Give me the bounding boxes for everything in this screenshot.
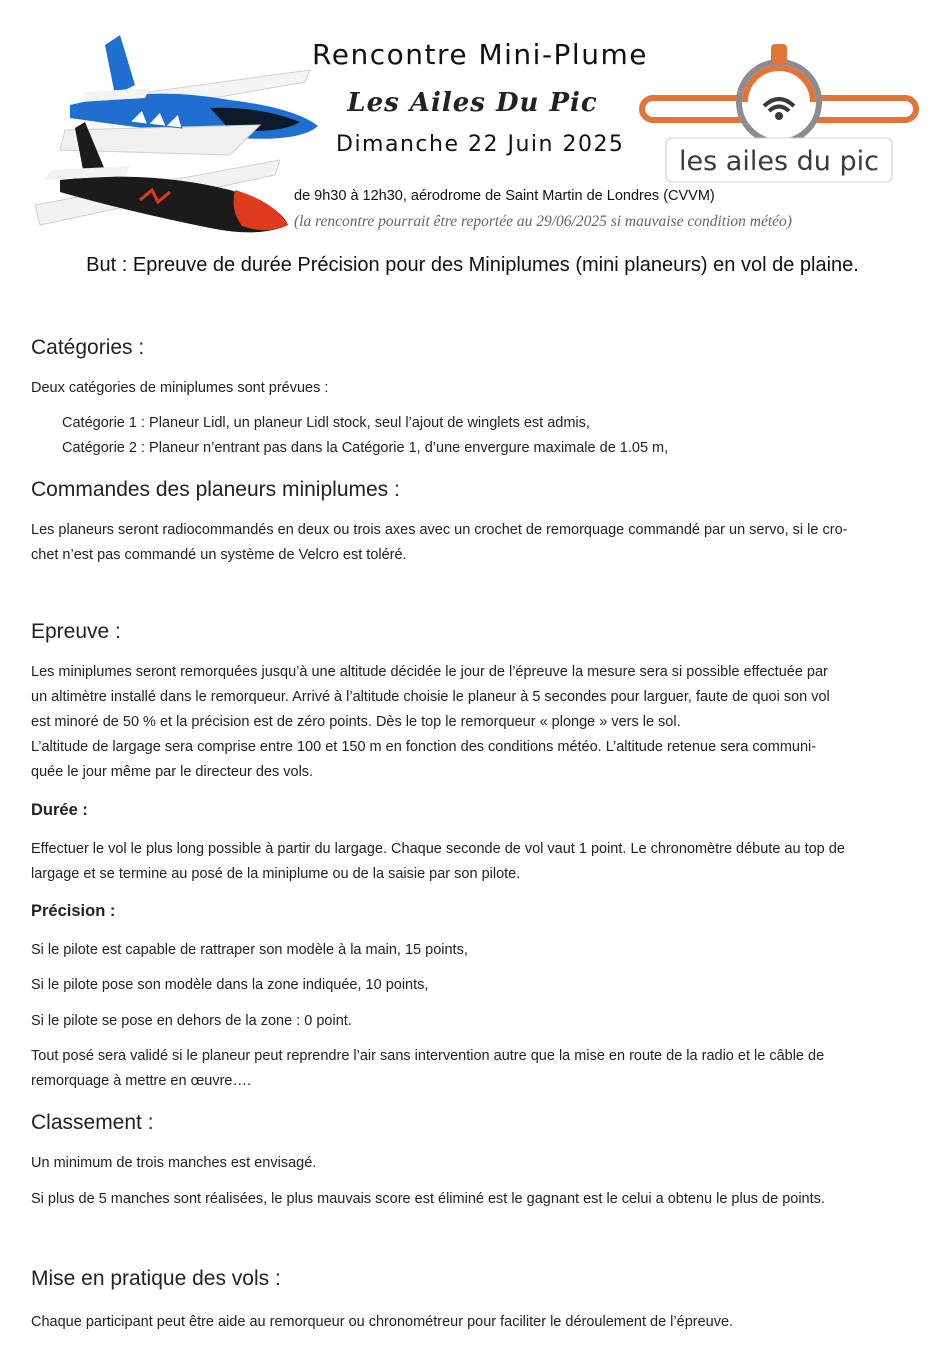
epreuve-line-2: un altimètre installé dans le remorqueur. Arrivé à l’altitude choisie le planeur à 5 secondes pour larguer, faute de quoi son vol xyxy=(31,689,830,705)
club-title: Les Ailes Du Pic xyxy=(347,88,598,118)
logo-text: les ailes du pic xyxy=(679,146,879,177)
classement-line-2: Si plus de 5 manches sont réalisées, le plus mauvais score est éliminé est le gagnant est le celui a obtenu le plus de points. xyxy=(31,1191,825,1207)
event-time-place: de 9h30 à 12h30, aérodrome de Saint Martin de Londres (CVVM) xyxy=(294,188,715,204)
event-date: Dimanche 22 Juin 2025 xyxy=(336,132,625,157)
category-2: Catégorie 2 : Planeur n’entrant pas dans la Catégorie 1, d’une envergure maximale de 1.05 m, xyxy=(62,440,669,456)
epreuve-line-5: quée le jour même par le directeur des vols. xyxy=(31,764,314,780)
epreuve-line-1: Les miniplumes seront remorquées jusqu’à une altitude décidée le jour de l’épreuve la mesure sera si possible effectuée par xyxy=(31,664,828,680)
commandes-line-2: chet n’est pas commandé un système de Velcro est toléré. xyxy=(31,547,407,563)
club-logo xyxy=(638,40,920,188)
duree-line-2: largage et se termine au posé de la miniplume ou de la saisie par son pilote. xyxy=(31,866,521,882)
epreuve-heading: Epreuve : xyxy=(31,620,121,643)
precision-line-1: Si le pilote est capable de rattraper son modèle à la main, 15 points, xyxy=(31,942,468,958)
precision-heading: Précision : xyxy=(31,902,116,920)
classement-line-1: Un minimum de trois manches est envisagé. xyxy=(31,1155,317,1171)
commandes-heading: Commandes des planeurs miniplumes : xyxy=(31,478,400,501)
duree-line-1: Effectuer le vol le plus long possible à partir du largage. Chaque seconde de vol vaut 1 point. Le chronomètre débute au top de xyxy=(31,841,845,857)
precision-line-2: Si le pilote pose son modèle dans la zone indiquée, 10 points, xyxy=(31,977,429,993)
categories-heading: Catégories : xyxy=(31,336,145,359)
categories-intro: Deux catégories de miniplumes sont prévues : xyxy=(31,380,329,396)
epreuve-line-3: est minoré de 50 % et la précision est de zéro points. Dès le top le remorqueur « plonge » vers le sol. xyxy=(31,714,681,730)
event-goal: But : Epreuve de durée Précision pour des Miniplumes (mini planeurs) en vol de plaine. xyxy=(86,254,859,276)
postpone-note: (la rencontre pourrait être reportée au 29/06/2025 si mauvaise condition météo) xyxy=(294,213,792,230)
commandes-line-1: Les planeurs seront radiocommandés en deux ou trois axes avec un crochet de remorquage commandé par un servo, si le cro- xyxy=(31,522,848,538)
precision-line-4: Tout posé sera validé si le planeur peut reprendre l’air sans intervention autre que la mise en route de la radio et le câble de xyxy=(31,1048,825,1064)
category-1: Catégorie 1 : Planeur Lidl, un planeur Lidl stock, seul l’ajout de winglets est admis, xyxy=(62,415,590,431)
epreuve-line-4: L’altitude de largage sera comprise entre 100 et 150 m en fonction des conditions météo. L’altitude retenue sera communi- xyxy=(31,739,817,755)
precision-line-3: Si le pilote se pose en dehors de la zone : 0 point. xyxy=(31,1013,352,1029)
event-title: Rencontre Mini-Plume xyxy=(312,38,648,71)
pratique-heading: Mise en pratique des vols : xyxy=(31,1267,281,1290)
duree-heading: Durée : xyxy=(31,801,88,819)
precision-line-5: remorquage à mettre en œuvre…. xyxy=(31,1073,252,1089)
pratique-line-1: Chaque participant peut être aide au remorqueur ou chronométreur pour faciliter le déroulement de l’épreuve. xyxy=(31,1314,734,1330)
classement-heading: Classement : xyxy=(31,1111,154,1134)
